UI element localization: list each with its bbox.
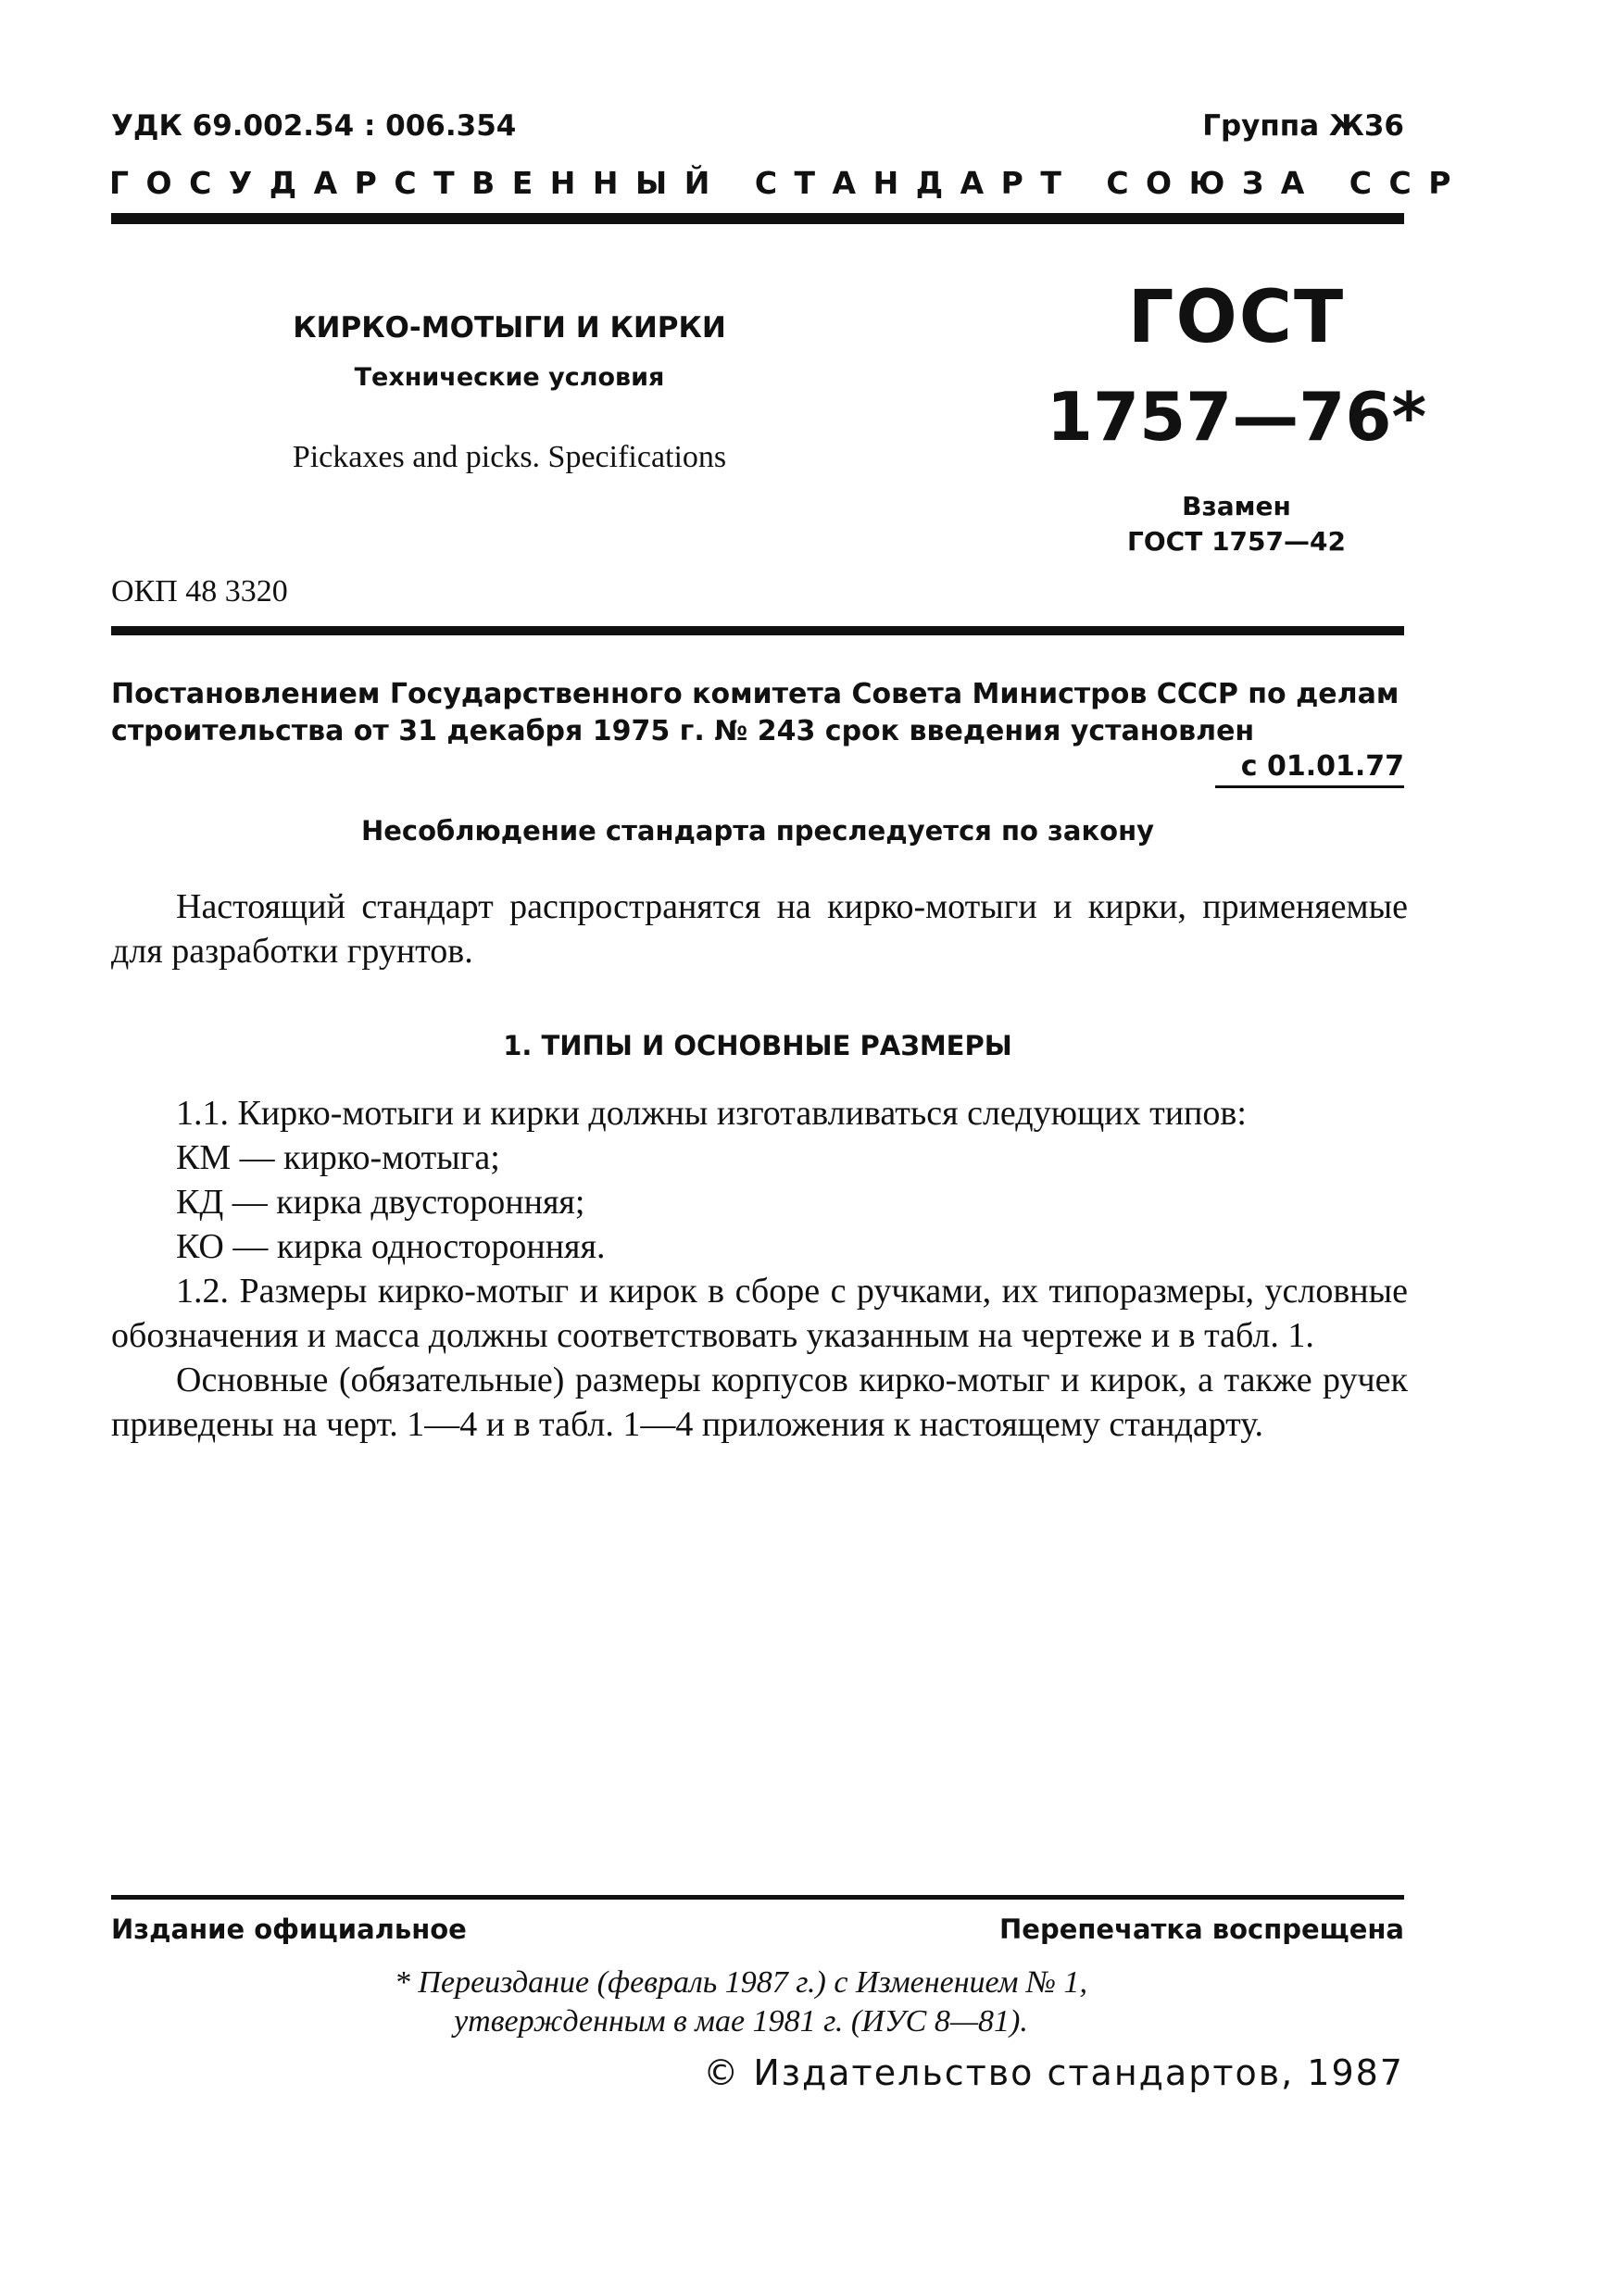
type-km: КМ — кирко-мотыга; bbox=[176, 1138, 500, 1177]
document-subtitle: Технические условия bbox=[354, 363, 665, 392]
law-notice: Несоблюдение стандарта преследуется по закону bbox=[360, 815, 1155, 847]
footer-rule bbox=[111, 1895, 1404, 1900]
effective-date: с 01.01.77 bbox=[1240, 750, 1404, 783]
clause-main-dimensions: Основные (обязательные) размеры корпусов кирко-мотыг и кирок, а также ручек приведены на черт. 1—4 и в табл. 1—4 приложения к настоящему стандарту. bbox=[111, 1361, 1408, 1444]
section-body bbox=[111, 1091, 1408, 1447]
section-title: 1. ТИПЫ И ОСНОВНЫЕ РАЗМЕРЫ bbox=[503, 1030, 1012, 1061]
title-block-rule bbox=[111, 626, 1404, 635]
effective-date-underline bbox=[1215, 785, 1404, 788]
reissue-note bbox=[278, 1964, 1204, 2041]
group-code: Группа Ж36 bbox=[1202, 109, 1404, 143]
reissue-note-line-1: * Переиздание (февраль 1987 г.) с Изменением № 1, bbox=[394, 1965, 1088, 2000]
intro-paragraph: Настоящий стандарт распространятся на кирко-мотыги и кирки, применяемые для разработки грунтов. bbox=[111, 887, 1408, 971]
document-title: КИРКО-МОТЫГИ И КИРКИ bbox=[293, 311, 726, 345]
type-kd: КД — кирка двусторонняя; bbox=[176, 1183, 585, 1222]
clause-1-1: 1.1. Кирко-мотыги и кирки должны изготавливаться следующих типов: bbox=[176, 1094, 1247, 1133]
publisher-copyright: © Издательство стандартов, 1987 bbox=[703, 2052, 1404, 2093]
header-rule bbox=[111, 213, 1404, 224]
gost-number: 1757—76* bbox=[1046, 378, 1427, 456]
gost-label: ГОСТ bbox=[1127, 276, 1346, 359]
official-edition: Издание официальное bbox=[111, 1913, 467, 1945]
clause-1-2: 1.2. Размеры кирко-мотыг и кирок в сборе с ручками, их типоразмеры, условные обозначения и масса должны соответствовать указанным на чертеже и в табл. 1. bbox=[111, 1272, 1408, 1355]
decree-text: Постановлением Государственного комитета Совета Министров СССР по делам строительства от 31 декабря 1975 г. № 243 срок введения установлен bbox=[111, 678, 1399, 747]
english-title: Pickaxes and picks. Specifications bbox=[292, 440, 727, 474]
okp-code: ОКП 48 3320 bbox=[111, 574, 288, 609]
state-standard-heading: ГОСУДАРСТВЕННЫЙ СТАНДАРТ СОЮЗА ССР bbox=[109, 165, 1468, 201]
type-ko: КО — кирка односторонняя. bbox=[176, 1227, 606, 1266]
replaces-value: ГОСТ 1757—42 bbox=[1127, 526, 1346, 557]
reissue-note-line-2: утвержденным в мае 1981 г. (ИУС 8—81). bbox=[454, 2004, 1028, 2039]
reprint-prohibited: Перепечатка воспрещена bbox=[999, 1913, 1404, 1945]
replaces-label: Взамен bbox=[1182, 491, 1291, 521]
udk-code: УДК 69.002.54 : 006.354 bbox=[111, 109, 517, 143]
